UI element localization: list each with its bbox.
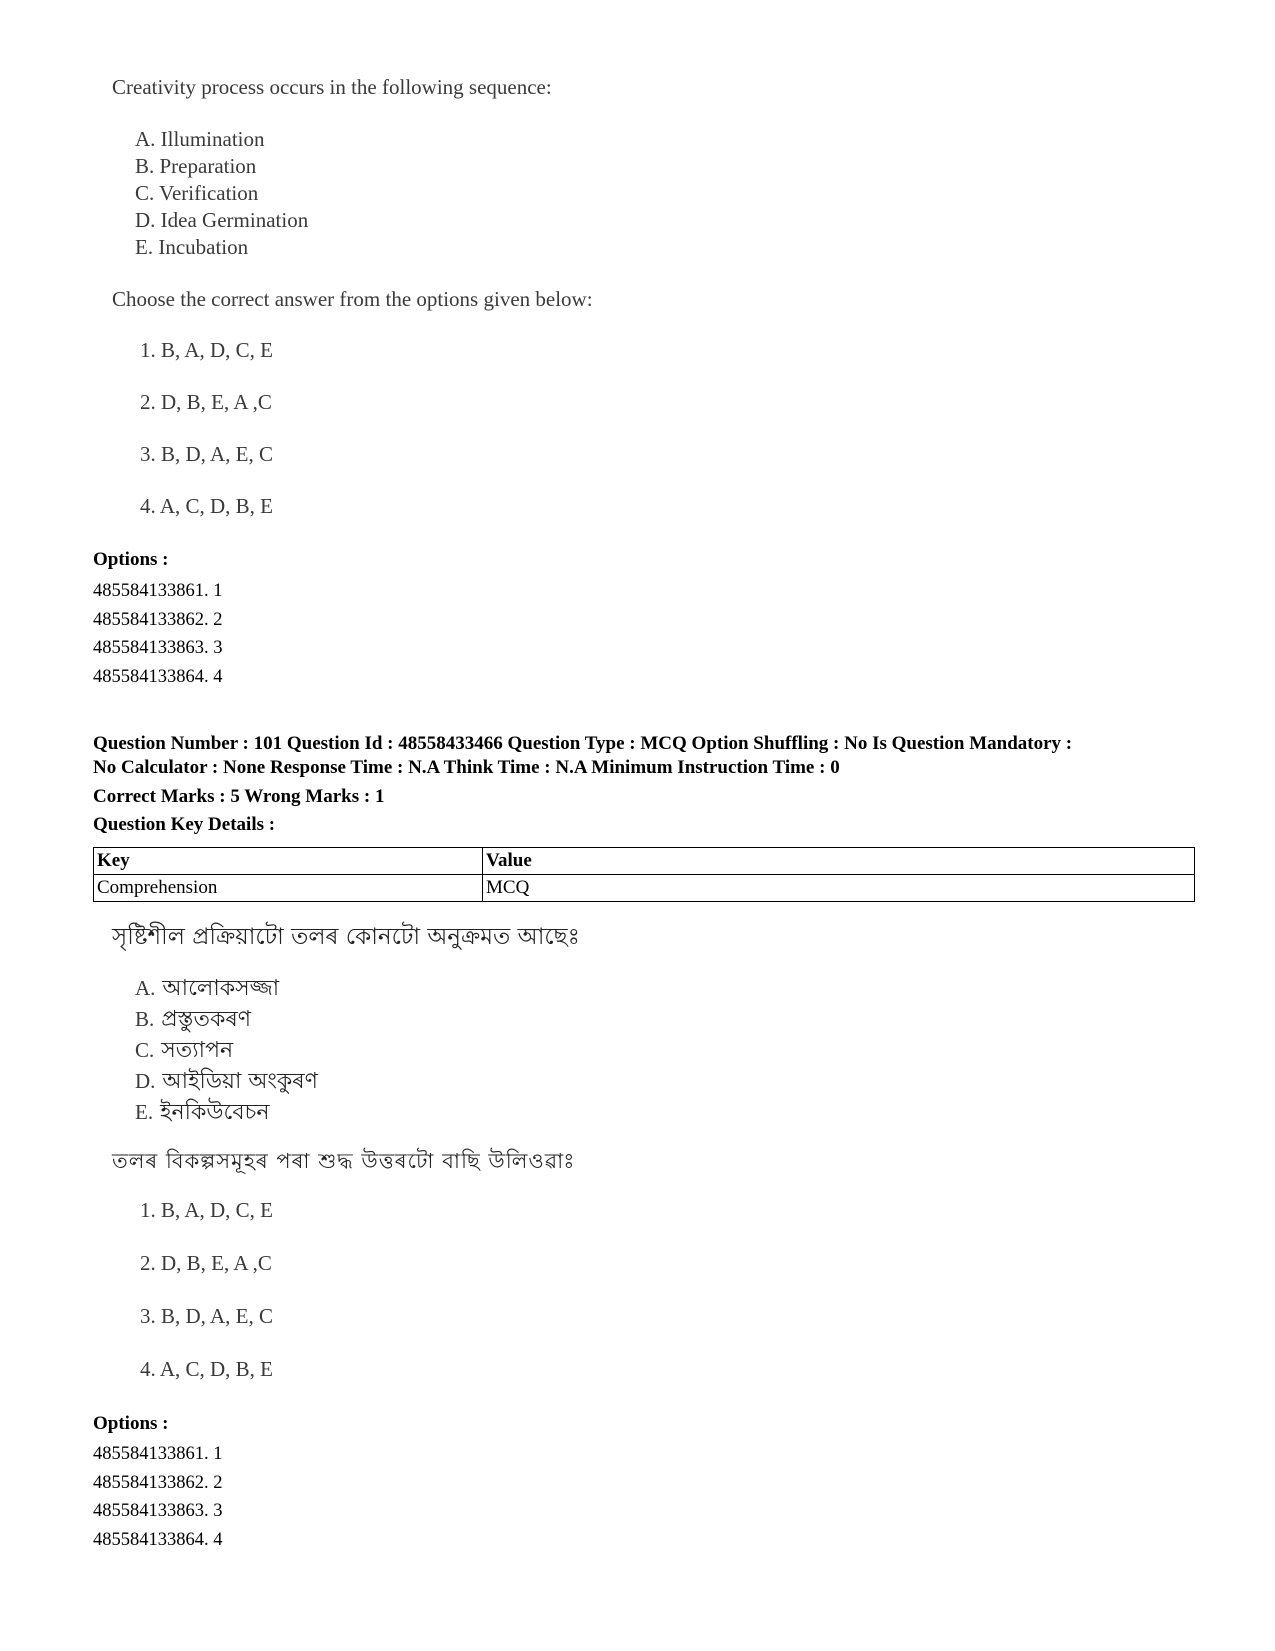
list-item: B. প্ৰস্তুতকৰণ: [135, 1007, 252, 1032]
key-value-table: [93, 847, 1195, 902]
answer-choice: 3. B, D, A, E, C: [140, 442, 274, 466]
question-stem-assamese: সৃষ্টিশীল প্ৰক্ৰিয়াটো তলৰ কোনটো অনুক্ৰমত আছেঃ: [112, 924, 580, 950]
answer-choice: 4. A, C, D, B, E: [140, 1357, 274, 1381]
table-header-key: Key: [94, 848, 483, 875]
list-item: E. ইনকিউবেচন: [135, 1100, 270, 1125]
table-cell-key: Comprehension: [94, 875, 483, 902]
question-meta-line1: Question Number : 101 Question Id : 48558433466 Question Type : MCQ Option Shuffling : No Is Question Mandatory :: [93, 733, 1073, 754]
question-stem-english: Creativity process occurs in the following sequence:: [112, 75, 552, 99]
list-item: E. Incubation: [135, 235, 249, 259]
answer-choice: 1. B, A, D, C, E: [140, 338, 274, 362]
option-item: 485584133862. 2: [93, 609, 223, 630]
list-item: B. Preparation: [135, 154, 257, 178]
option-item: 485584133864. 4: [93, 1529, 223, 1550]
list-item: D. Idea Germination: [135, 208, 309, 232]
table-cell-value: MCQ: [483, 875, 1195, 902]
list-item: D. আইডিয়া অংকুৰণ: [135, 1069, 318, 1094]
option-item: 485584133861. 1: [93, 581, 223, 601]
sequence-list-assamese: [135, 973, 318, 1128]
answer-choice: 3. B, D, A, E, C: [140, 1304, 274, 1328]
instruction-english: Choose the correct answer from the options given below:: [112, 287, 593, 311]
answer-choice: 1. B, A, D, C, E: [140, 1198, 274, 1222]
sequence-list-english: [135, 126, 308, 261]
list-item: A. আলোকসজ্জা: [135, 976, 280, 1001]
marks-line: Correct Marks : 5 Wrong Marks : 1: [93, 786, 385, 807]
option-item: 485584133863. 3: [93, 638, 223, 659]
table-header-value: Value: [483, 848, 1195, 875]
options-list: [93, 577, 223, 691]
table-row: [94, 875, 1195, 902]
list-item: C. Verification: [135, 181, 259, 205]
list-item: A. Illumination: [135, 127, 265, 151]
options-heading: Options :: [93, 549, 169, 570]
option-item: 485584133864. 4: [93, 666, 223, 687]
question-meta-line2: No Calculator : None Response Time : N.A Think Time : N.A Minimum Instruction Time : 0: [93, 757, 840, 778]
answer-choice: 2. D, B, E, A ,C: [140, 1251, 272, 1275]
instruction-assamese: তলৰ বিকল্পসমূহৰ পৰা শুদ্ধ উত্তৰটো বাছি উলিওৱাঃ: [112, 1149, 576, 1173]
option-item: 485584133862. 2: [93, 1472, 223, 1493]
option-item: 485584133861. 1: [93, 1444, 223, 1464]
answer-choice: 2. D, B, E, A ,C: [140, 390, 272, 414]
options-heading: Options :: [93, 1413, 169, 1434]
table-header-row: [94, 848, 1195, 875]
option-item: 485584133863. 3: [93, 1501, 223, 1522]
list-item: C. সত্যাপন: [135, 1038, 234, 1063]
answer-choice: 4. A, C, D, B, E: [140, 494, 274, 518]
key-details-heading: Question Key Details :: [93, 814, 276, 835]
options-list: [93, 1440, 223, 1554]
